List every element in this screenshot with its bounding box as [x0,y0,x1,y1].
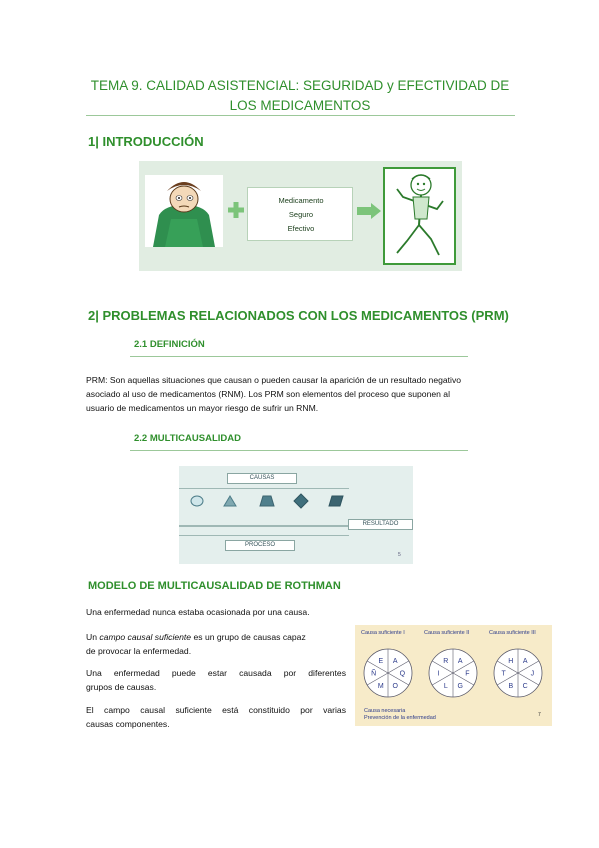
rothman-paragraph-1: Una enfermedad nunca estaba ocasionada por una causa. [86,607,310,617]
medicine-line-2: Seguro [288,210,314,219]
multicausality-figure [179,466,413,564]
rothman-page-number: 7 [538,712,541,718]
pie-letter: G [457,682,463,690]
medicine-line-3: Efectivo [287,224,315,233]
sick-person-icon [145,175,223,247]
pie-letter: Ñ [371,670,377,678]
rothman-paragraph-3 [86,666,346,694]
pie-letter: F [465,670,470,678]
pie-letter: L [443,682,448,690]
p2-italic-term: campo causal suficiente [99,632,192,642]
proceso-label: PROCESO [225,540,295,551]
p2-prefix: Un [86,632,100,642]
p4-line-2: causas componentes. [86,719,170,729]
section-1-heading: 1| INTRODUCCIÓN [88,134,204,149]
subsection-2-2-heading: 2.2 MULTICAUSALIDAD [134,433,241,444]
title-divider [86,115,515,116]
rothman-figure [355,625,552,726]
caption-1: Causa suficiente I [361,630,405,636]
title-line-1: TEMA 9. CALIDAD ASISTENCIAL: SEGURIDAD y EFECTIVIDAD DE [90,78,510,93]
p2-line-2: de provocar la enfermedad. [86,646,192,656]
pie-letter: B [508,682,514,690]
pie-letter: A [392,658,398,666]
pie-letter: C [522,682,528,690]
pie-diagrams [355,637,552,717]
pie-letter: H [508,658,514,666]
subsection-2-1-divider [130,356,468,357]
rothman-paragraph-2 [86,630,350,658]
caption-2: Causa suficiente II [424,630,470,636]
sick-person-panel [145,175,223,247]
prm-line-3: usuario de medicamentos un mayor riesgo de sufrir un RNM. [86,403,319,413]
intro-figure [139,161,462,271]
prm-line-1: PRM: Son aquellas situaciones que causan o pueden causar la aparición de un resultado negativo [86,375,462,385]
p4-line-1: El campo causal suficiente está constituido por varias [86,705,346,715]
pie-letter: T [501,670,506,678]
medicine-line-1: Medicamento [278,196,324,205]
prm-line-2: asociado al uso de medicamentos (RNM). Los PRM son elementos del proceso que suponen al [86,389,450,399]
plus-icon [228,202,244,223]
proceso-rule [179,535,349,536]
footer-line-2: Prevención de la enfermedad [364,715,436,721]
resultado-label: RESULTADO [348,519,413,530]
diamond-icon [293,493,309,509]
subsection-2-1-heading: 2.1 DEFINICIÓN [134,339,205,350]
pie-letter: I [437,670,440,678]
rothman-paragraph-4 [86,703,346,731]
parallelogram-icon [328,495,344,507]
process-line [179,525,349,527]
pie-2 [429,649,477,697]
pie-1 [364,649,412,697]
triangle-icon [223,495,237,507]
footer-line-1: Causa necesaria [364,708,406,714]
caption-3: Causa suficiente III [489,630,536,636]
circle-icon [190,495,204,507]
healthy-person-icon [385,169,454,263]
trapezoid-icon [259,495,275,507]
p3-line-2: grupos de causas. [86,682,157,692]
medicine-box [247,187,353,241]
document-title [60,76,540,116]
title-line-2: LOS MEDICAMENTOS [229,98,371,113]
p3-line-1: Una enfermedad puede estar causada por diferentes [86,668,346,678]
pie-letter: M [377,682,384,690]
pie-letter: J [530,670,535,678]
p2-line1-rest: es un grupo de causas capaz [191,632,306,642]
causas-label: CAUSAS [227,473,297,484]
healthy-person-panel [383,167,456,265]
pie-3 [494,649,542,697]
pie-letter: A [522,658,528,666]
prm-definition [86,373,516,415]
causas-rule [179,488,349,489]
pie-letter: Q [399,670,406,678]
pie-letter: E [378,658,384,666]
pie-letter: R [443,658,449,666]
arrow-right-icon [357,203,381,224]
subsection-2-2-divider [130,450,468,451]
pie-letter: A [457,658,463,666]
rothman-heading: MODELO DE MULTICAUSALIDAD DE ROTHMAN [88,580,341,592]
pie-letter: O [392,682,398,690]
figure-page-number: 5 [398,552,401,558]
section-2-heading: 2| PROBLEMAS RELACIONADOS CON LOS MEDICAMENTOS (PRM) [88,308,509,323]
